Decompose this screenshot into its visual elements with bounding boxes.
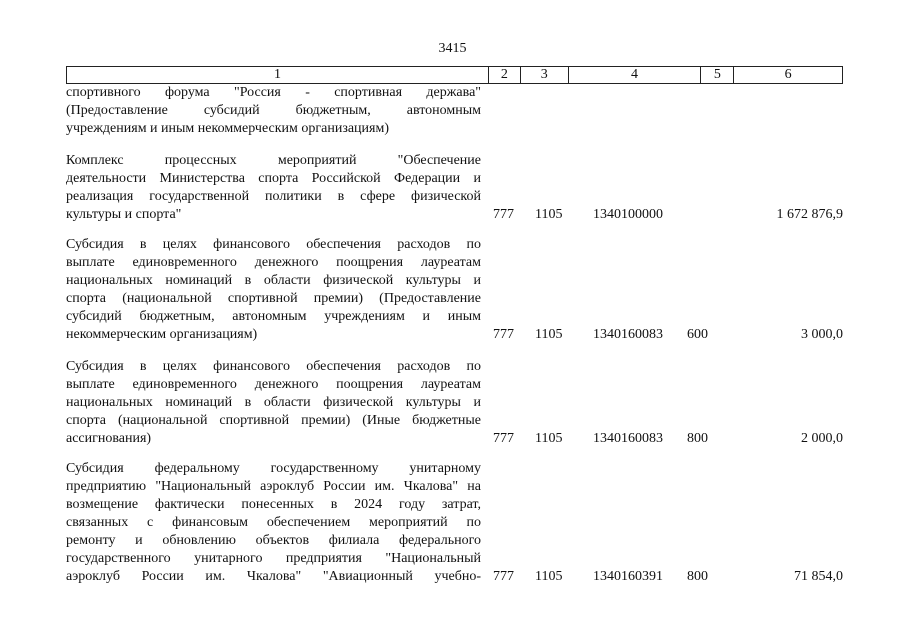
description-line: аэроклуб России им. Чкалова" "Авиационный учебно- bbox=[66, 569, 481, 584]
description-line: выплате единовременного денежного поощрения лауреатам bbox=[66, 377, 481, 392]
row-description bbox=[66, 84, 481, 138]
cell-gr: 777 bbox=[493, 327, 514, 342]
cell-cs: 1340160083 bbox=[593, 327, 663, 342]
description-line: культуры и спорта" bbox=[66, 207, 182, 222]
cell-sum: 3 000,0 bbox=[801, 327, 843, 342]
column-header-1: 1 bbox=[67, 67, 489, 83]
column-header-2: 2 bbox=[489, 67, 521, 83]
cell-vr: 800 bbox=[687, 431, 708, 446]
description-line: предприятию "Национальный аэроклуб России им. Чкалова" на bbox=[66, 479, 481, 494]
column-header-5: 5 bbox=[701, 67, 734, 83]
column-header-4: 4 bbox=[569, 67, 702, 83]
cell-vr: 600 bbox=[687, 327, 708, 342]
cell-sum: 1 672 876,9 bbox=[776, 207, 843, 222]
description-line: субсидий бюджетным, автономным учреждениям и иным bbox=[66, 309, 481, 324]
description-line: ремонту и обновлению объектов филиала федерального bbox=[66, 533, 481, 548]
description-line: спорта (национальной спортивной премии) (Предоставление bbox=[66, 291, 481, 306]
description-line: национальных номинаций в области физической культуры и bbox=[66, 395, 481, 410]
description-line: спортивного форума "Россия - спортивная держава" bbox=[66, 85, 481, 100]
description-line: спорта (национальной спортивной премии) (Иные бюджетные bbox=[66, 413, 481, 428]
description-line: Субсидия в целях финансового обеспечения расходов по bbox=[66, 237, 481, 252]
cell-rz: 1105 bbox=[535, 207, 563, 222]
table-header bbox=[66, 66, 843, 84]
cell-rz: 1105 bbox=[535, 431, 563, 446]
cell-gr: 777 bbox=[493, 431, 514, 446]
page-number: 3415 bbox=[438, 41, 467, 56]
cell-rz: 1105 bbox=[535, 569, 563, 584]
row-description bbox=[66, 236, 481, 344]
description-line: государственного унитарного предприятия "Национальный bbox=[66, 551, 481, 566]
row-description bbox=[66, 152, 481, 224]
description-line: учреждениям и иным некоммерческим организациям) bbox=[66, 121, 390, 136]
description-line: связанных с финансовым обеспечением мероприятий по bbox=[66, 515, 481, 530]
cell-cs: 1340160083 bbox=[593, 431, 663, 446]
cell-cs: 1340100000 bbox=[593, 207, 663, 222]
description-line: Комплекс процессных мероприятий "Обеспечение bbox=[66, 153, 481, 168]
cell-sum: 2 000,0 bbox=[801, 431, 843, 446]
description-line: выплате единовременного денежного поощрения лауреатам bbox=[66, 255, 481, 270]
cell-rz: 1105 bbox=[535, 327, 563, 342]
description-line: национальных номинаций в области физической культуры и bbox=[66, 273, 481, 288]
row-description bbox=[66, 358, 481, 448]
description-line: возмещение фактически понесенных в 2024 году затрат, bbox=[66, 497, 481, 512]
cell-gr: 777 bbox=[493, 569, 514, 584]
description-line: Субсидия в целях финансового обеспечения расходов по bbox=[66, 359, 481, 374]
description-line: Субсидия федеральному государственному унитарному bbox=[66, 461, 481, 476]
column-header-3: 3 bbox=[521, 67, 569, 83]
description-line: ассигнования) bbox=[66, 431, 152, 446]
cell-gr: 777 bbox=[493, 207, 514, 222]
description-line: некоммерческим организациям) bbox=[66, 327, 258, 342]
cell-vr: 800 bbox=[687, 569, 708, 584]
column-header-6: 6 bbox=[784, 67, 792, 82]
cell-cs: 1340160391 bbox=[593, 569, 663, 584]
cell-sum: 71 854,0 bbox=[794, 569, 843, 584]
row-description bbox=[66, 460, 481, 586]
description-line: деятельности Министерства спорта Российской Федерации и bbox=[66, 171, 481, 186]
description-line: реализация государственной политики в сфере физической bbox=[66, 189, 481, 204]
description-line: (Предоставление субсидий бюджетным, автономным bbox=[66, 103, 481, 118]
